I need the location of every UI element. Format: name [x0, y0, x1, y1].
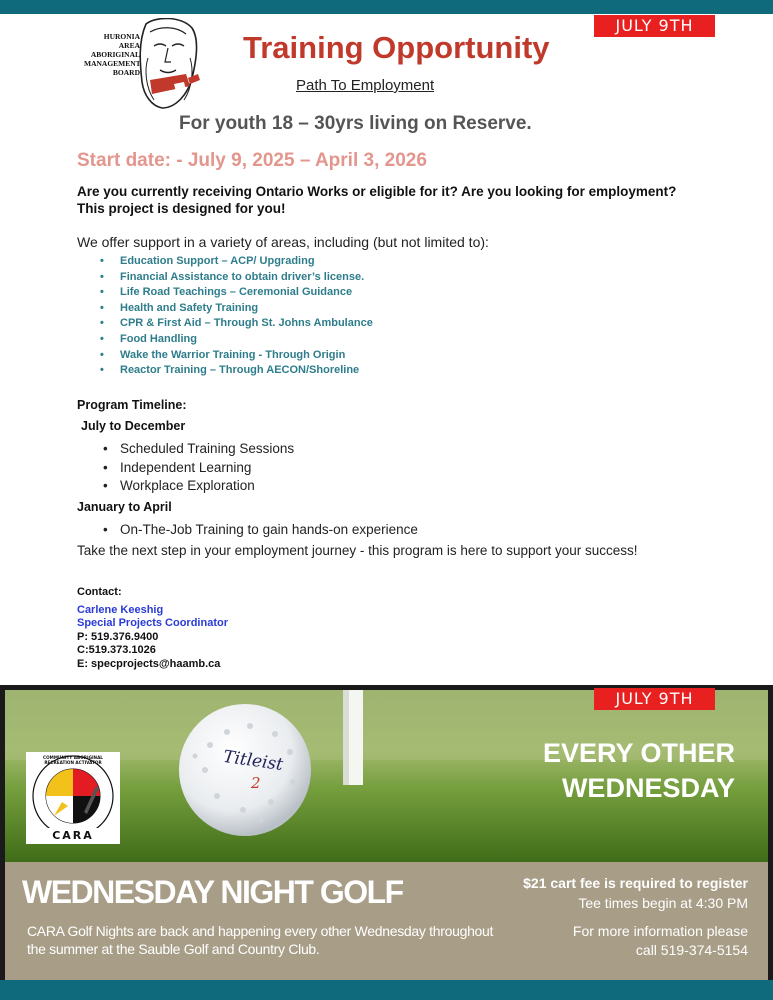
list-item: • Wake the Warrior Training - Through Origin [100, 348, 373, 364]
cara-logo [26, 752, 120, 844]
list-item: • Workplace Exploration [100, 477, 294, 496]
list-item: • Independent Learning [100, 459, 294, 478]
top-accent-bar [0, 0, 773, 14]
period-label: January to April [77, 500, 172, 514]
audience-line: For youth 18 – 30yrs living on Reserve. [179, 113, 532, 134]
golf-date-tag: JULY 9TH [594, 688, 715, 710]
period-list [100, 440, 294, 496]
flyer-title: Training Opportunity [243, 30, 550, 65]
ball-brand: Titleist [221, 746, 285, 776]
golf-title: WEDNESDAY NIGHT GOLF [22, 874, 403, 910]
ball-number: 2 [251, 774, 261, 792]
closing-statement: Take the next step in your employment journey - this program is here to support your success! [77, 543, 638, 558]
period-list [100, 521, 418, 540]
contact-role: Special Projects Coordinator [77, 617, 228, 630]
list-item: • On-The-Job Training to gain hands-on experience [100, 521, 418, 540]
start-date: Start date: - July 9, 2025 – April 3, 2026 [77, 150, 427, 171]
golf-frequency: EVERY OTHER WEDNESDAY [542, 738, 735, 803]
contact-label: Contact: [77, 586, 122, 598]
tee-times: Tee times begin at 4:30 PM [578, 895, 748, 911]
list-item: • Food Handling [100, 332, 373, 348]
golf-description: CARA Golf Nights are back and happening every other Wednesday throughout the summer at the Sauble Golf and Country Club. [27, 923, 494, 957]
offer-intro: We offer support in a variety of areas, including (but not limited to): [77, 234, 489, 250]
contact-block [77, 604, 228, 671]
list-item: • CPR & First Aid – Through St. Johns Ambulance [100, 316, 373, 332]
list-item: • Life Road Teachings – Ceremonial Guidance [100, 285, 373, 301]
list-item: • Financial Assistance to obtain driver’s license. [100, 270, 373, 286]
cara-logo-ring-text: COMMUNITY ABORIGINAL RECREATION ACTIVATOR [43, 755, 103, 765]
date-tag: JULY 9TH [594, 15, 715, 37]
bottom-accent-bar [0, 980, 773, 1000]
contact-email: E: specprojects@haamb.ca [77, 657, 221, 670]
list-item: • Education Support – ACP/ Upgrading [100, 254, 373, 270]
list-item: • Scheduled Training Sessions [100, 440, 294, 459]
eligibility-question: Are you currently receiving Ontario Works or eligible for it? Are you looking for employment? This project is designed for you! [77, 184, 677, 216]
contact-name: Carlene Keeshig [77, 604, 164, 616]
organization-logo [84, 18, 204, 110]
more-info: For more information please call 519-374-5154 [572, 923, 748, 958]
contact-cell: C:519.373.1026 [77, 644, 156, 657]
cart-fee: $21 cart fee is required to register [523, 875, 748, 891]
support-list [100, 254, 373, 379]
contact-phone: P: 519.376.9400 [77, 630, 159, 643]
timeline-title: Program Timeline: [77, 398, 187, 412]
logo-text: HURONIA AREA ABORIGINAL MANAGEMENT BOARD [84, 32, 141, 77]
list-item: • Health and Safety Training [100, 301, 373, 317]
list-item: • Reactor Training – Through AECON/Shoreline [100, 363, 373, 379]
portrait-illustration-icon [136, 18, 202, 110]
period-label: July to December [81, 419, 186, 433]
cara-logo-word: CARA [52, 829, 94, 842]
flyer-subtitle: Path To Employment [296, 77, 435, 94]
